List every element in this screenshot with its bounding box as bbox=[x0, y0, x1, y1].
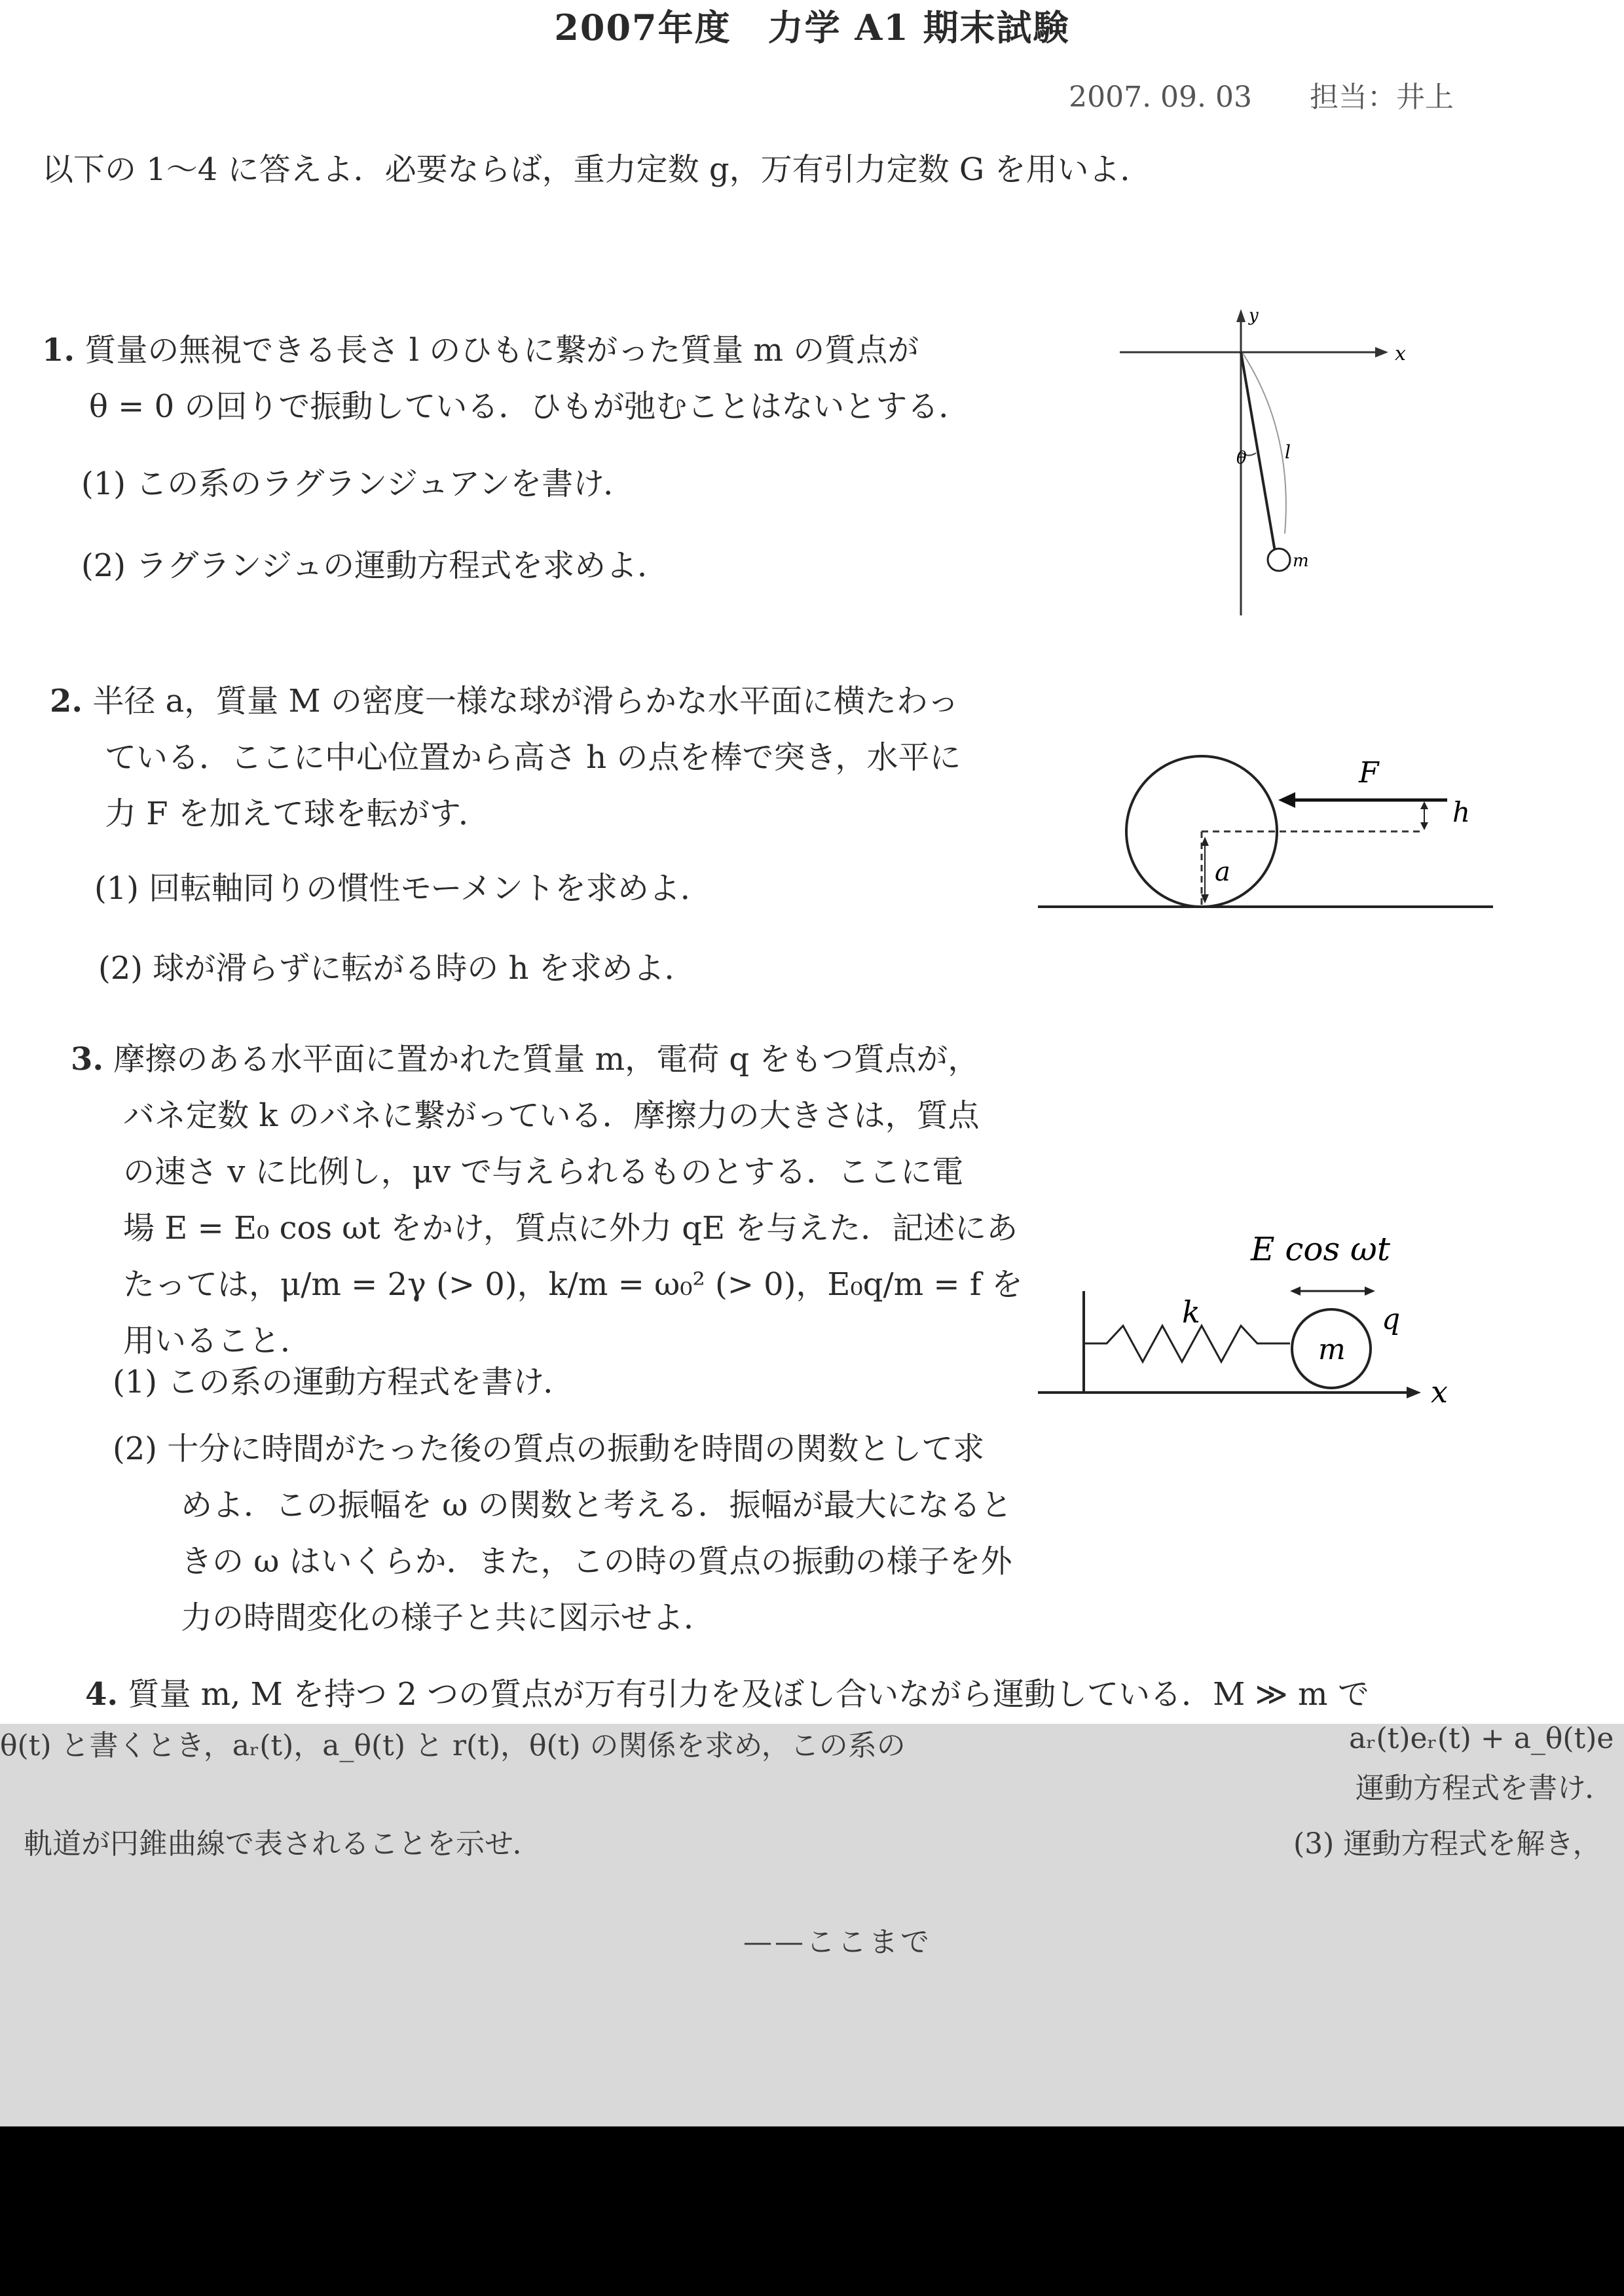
q4-line1: 質量 m, M を持つ 2 つの質点が万有引力を及ぼし合いながら運動している．M ≫ m で bbox=[128, 1676, 1369, 1713]
q1-number: 1. bbox=[42, 332, 75, 369]
q1-sub2: (2) ラグランジュの運動方程式を求めよ． bbox=[81, 547, 669, 584]
q4-line4-left: 軌道が円錐曲線で表されることを示せ． bbox=[24, 1827, 542, 1861]
pendulum-figure bbox=[1113, 301, 1414, 622]
charge-label: q bbox=[1382, 1303, 1401, 1336]
force-label: F bbox=[1359, 756, 1379, 790]
question-2 bbox=[50, 673, 961, 842]
q3-sub2-line1: (2) 十分に時間がたった後の質点の振動を時間の関数として求 bbox=[113, 1430, 985, 1467]
height-label: h bbox=[1452, 796, 1471, 828]
sphere-figure bbox=[1028, 746, 1539, 923]
force-arrowhead bbox=[1278, 792, 1295, 808]
question-1 bbox=[42, 322, 970, 435]
exam-title: 2007年度 力学 A1 期末試験 bbox=[554, 7, 1070, 48]
scan-black-border bbox=[0, 2126, 1624, 2296]
q4-number: 4. bbox=[85, 1676, 119, 1713]
q3-sub2 bbox=[113, 1421, 1012, 1646]
exam-meta bbox=[1069, 73, 1454, 115]
question-4 bbox=[85, 1666, 1369, 1722]
q3-number: 3. bbox=[71, 1041, 104, 1078]
height-arrow-up bbox=[1420, 801, 1428, 809]
q3-sub2-line2: めよ．この振幅を ω の関数と考える．振幅が最大になると bbox=[181, 1487, 1012, 1523]
q1-line1: 質量の無視できる長さ l のひもに繋がった質量 m の質点が bbox=[84, 332, 919, 369]
field-label: E cos ωt bbox=[1251, 1231, 1390, 1268]
height-arrow-down bbox=[1420, 822, 1428, 830]
radius-label: a bbox=[1215, 857, 1230, 887]
mass-label: m bbox=[1293, 551, 1309, 571]
end-marker: ——ここまで bbox=[743, 1925, 932, 1959]
q3-line2: バネ定数 k のバネに繋がっている．摩擦力の大きさは，質点 bbox=[123, 1097, 980, 1134]
spring bbox=[1084, 1326, 1290, 1362]
exam-date: 2007. 09. 03 bbox=[1069, 81, 1252, 114]
q4-line4-right: (3) 運動方程式を解き， bbox=[1293, 1827, 1602, 1861]
length-label: l bbox=[1285, 441, 1291, 463]
q2-line3: 力 F を加えて球を転がす． bbox=[105, 795, 490, 832]
x-axis-label: x bbox=[1431, 1374, 1448, 1410]
spring-constant-label: k bbox=[1182, 1294, 1200, 1330]
q3-line1: 摩擦のある水平面に置かれた質量 m，電荷 q をもつ質点が， bbox=[113, 1041, 980, 1078]
length-brace bbox=[1243, 354, 1286, 534]
q3-sub1: (1) この系の運動方程式を書け． bbox=[113, 1364, 575, 1400]
q2-line1: 半径 a，質量 M の密度一様な球が滑らかな水平面に横たわっ bbox=[92, 683, 959, 720]
q3-line4: 場 E = E₀ cos ωt をかけ，質点に外力 qE を与えた．記述にあ bbox=[123, 1210, 1018, 1247]
y-axis-label: y bbox=[1249, 306, 1259, 325]
y-axis-arrow bbox=[1236, 309, 1246, 322]
q4-line2-right: aᵣ(t)eᵣ(t) + a_θ(t)e bbox=[1349, 1722, 1614, 1755]
x-axis-label: x bbox=[1395, 342, 1406, 365]
q2-sub1: (1) 回転軸同りの慣性モーメントを求めよ． bbox=[94, 870, 712, 907]
q2-sub2: (2) 球が滑らずに転がる時の h を求めよ． bbox=[98, 950, 696, 987]
intro-instructions: 以下の 1〜4 に答えよ．必要ならば，重力定数 g，万有引力定数 G を用いよ． bbox=[42, 151, 1152, 188]
q1-line2: θ = 0 の回りで振動している．ひもが弛むことはないとする． bbox=[89, 388, 970, 425]
exam-instructor: 担当：井上 bbox=[1310, 81, 1454, 114]
q3-sub2-line3: きの ω はいくらか．また，この時の質点の振動の様子を外 bbox=[181, 1543, 1012, 1580]
q3-sub2-line4: 力の時間変化の様子と共に図示せよ． bbox=[181, 1599, 716, 1636]
question-3 bbox=[71, 1031, 1023, 1369]
spring-mass-figure bbox=[1028, 1231, 1539, 1414]
q3-line3: の速さ v に比例し，μv で与えられるものとする．ここに電 bbox=[123, 1154, 964, 1190]
mass-label: m bbox=[1318, 1333, 1346, 1366]
theta-label: θ bbox=[1236, 448, 1247, 468]
oscillation-arrow-left bbox=[1290, 1286, 1301, 1296]
q2-line2: ている．ここに中心位置から高さ h の点を棒で突き，水平に bbox=[105, 739, 961, 776]
oscillation-arrow-right bbox=[1365, 1286, 1375, 1296]
q1-sub1: (1) この系のラグランジュアンを書け． bbox=[81, 465, 635, 502]
q2-number: 2. bbox=[50, 683, 83, 720]
q3-line6: 用いること． bbox=[123, 1322, 312, 1359]
pendulum-bob bbox=[1268, 549, 1290, 571]
x-axis-arrow bbox=[1375, 347, 1388, 357]
q4-line2-left: θ(t) と書くとき，aᵣ(t)，a_θ(t) と r(t)，θ(t) の関係を求め，この系の bbox=[0, 1729, 906, 1762]
q3-line5: たっては，μ/m = 2γ (> 0)，k/m = ω₀² (> 0)，E₀q/m = f を bbox=[123, 1266, 1023, 1303]
x-axis-arrow bbox=[1407, 1387, 1421, 1398]
q4-line3-right: 運動方程式を書け． bbox=[1356, 1772, 1614, 1805]
